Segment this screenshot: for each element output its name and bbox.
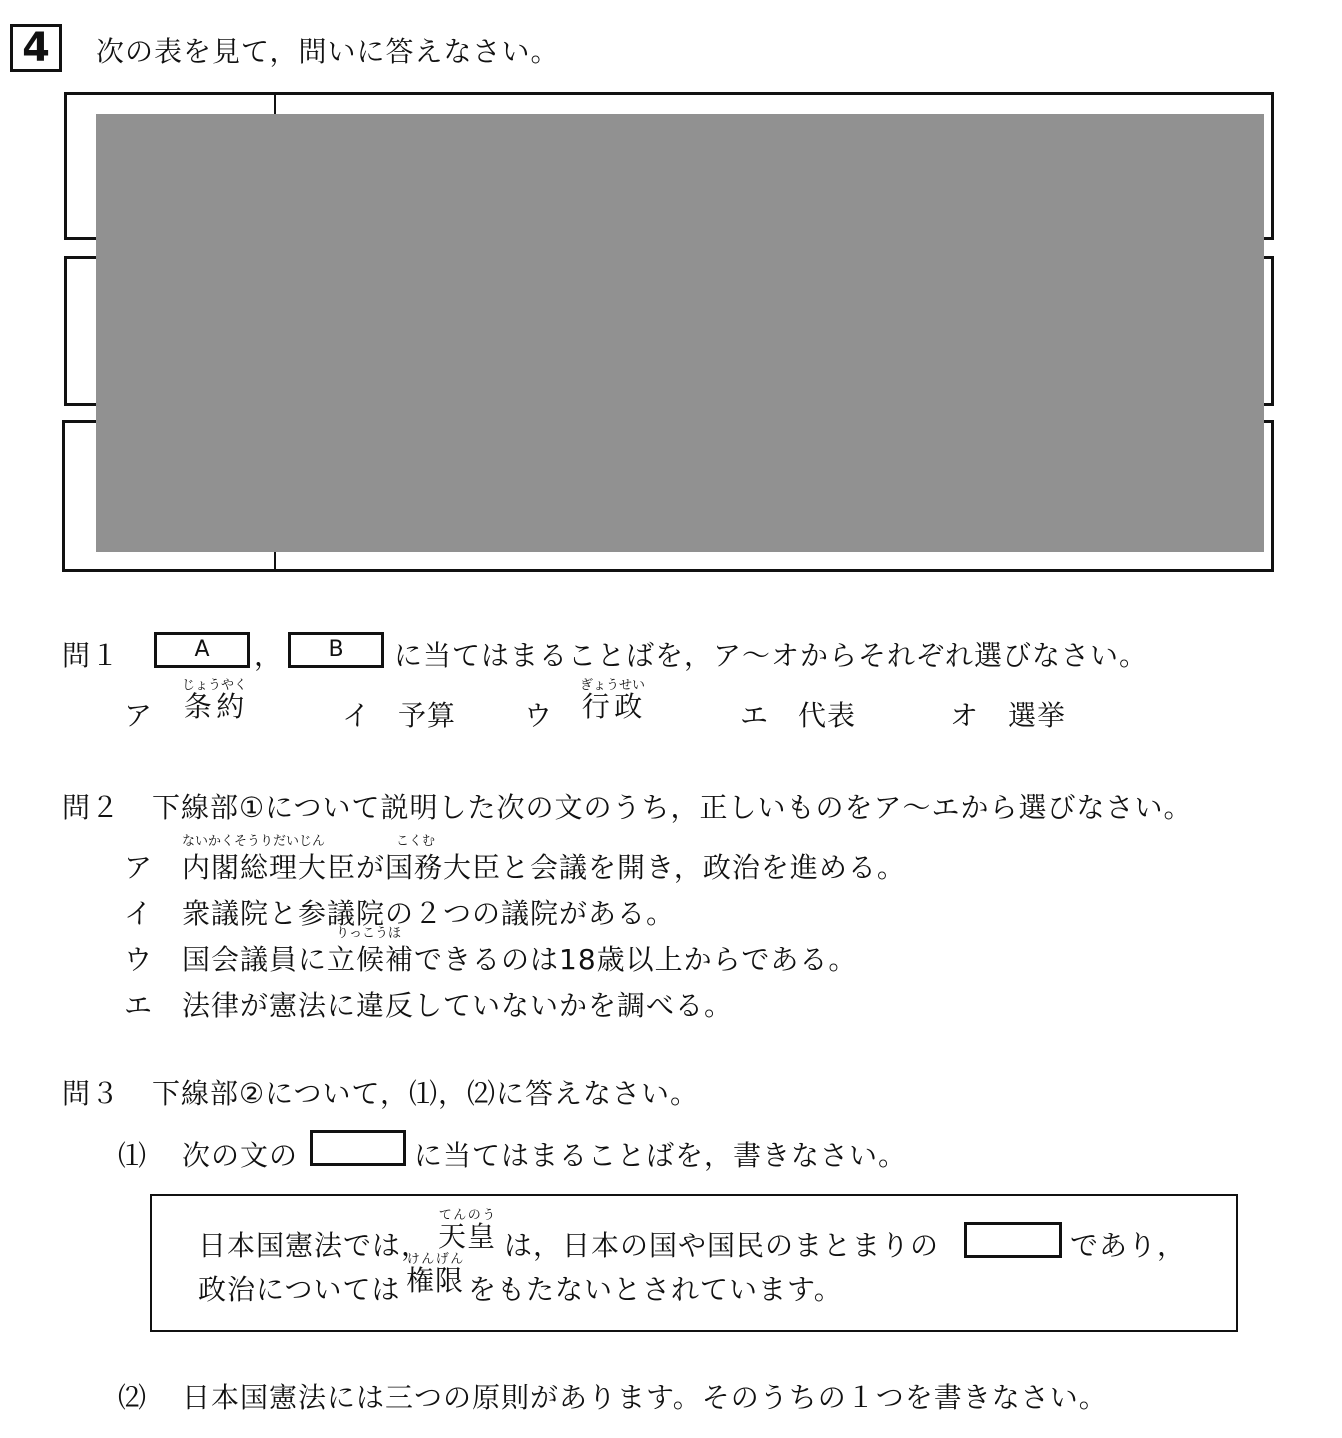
q2-ruby-kokumu: こくむ: [396, 834, 436, 849]
q2-option-d-mark: エ: [124, 989, 154, 1022]
q1-text: に当てはまることばを，ア～オからそれぞれ選びなさい。: [394, 639, 1149, 672]
q1-separator: ，: [254, 639, 284, 672]
quote-line1-a: 日本国憲法では，: [198, 1229, 431, 1262]
q3-label: 問３: [62, 1077, 121, 1110]
q3-sub1-label: ⑴: [118, 1139, 148, 1172]
quote-blank-box: [964, 1222, 1062, 1258]
q3-text: 下線部②について，⑴，⑵に答えなさい。: [152, 1077, 699, 1110]
redacted-table-area: [96, 114, 1264, 552]
q2-option-a: 内閣総理大臣が国務大臣と会議を開き，政治を進める。: [182, 851, 906, 884]
question-intro: 次の表を見て，問いに答えなさい。: [96, 35, 560, 68]
q3-sub2-text: 日本国憲法には三つの原則があります。そのうちの１つを書きなさい。: [182, 1381, 1108, 1414]
question-number-box: [10, 24, 62, 72]
q1-blank-b: [288, 632, 384, 668]
q1-choice-e: 選挙: [1008, 699, 1067, 732]
q2-option-d: 法律が憲法に違反していないかを調べる。: [182, 989, 734, 1022]
sub1-blank-box: [310, 1130, 406, 1166]
q1-choice-e-mark: オ: [950, 699, 980, 732]
q3-sub2-label: ⑵: [118, 1381, 148, 1414]
q1-choice-a-mark: ア: [124, 699, 154, 732]
q2-option-c-mark: ウ: [124, 943, 154, 976]
q2-option-a-mark: ア: [124, 851, 154, 884]
quote-line1-c: であり，: [1070, 1229, 1187, 1262]
q2-option-b: 衆議院と参議院の２つの議院がある。: [182, 897, 676, 930]
q1-choice-b-mark: イ: [342, 699, 372, 732]
quote-line1-b: は，日本の国や国民のまとまりの: [504, 1229, 940, 1262]
q1-choice-c-mark: ウ: [524, 699, 554, 732]
blank-b-box: B: [288, 632, 384, 668]
blank-a-box: A: [154, 632, 250, 668]
quote-kengen: 権限けんげん: [406, 1252, 465, 1297]
q2-ruby-naikaku: ないかくそうりだいじん: [182, 834, 326, 849]
q1-choice-d-mark: エ: [740, 699, 770, 732]
q1-label: 問１: [62, 639, 121, 672]
q2-text: 下線部①について説明した次の文のうち，正しいものをア～エから選びなさい。: [152, 791, 1193, 824]
q1-choice-d: 代表: [798, 699, 857, 732]
q1-choice-b: 予算: [398, 699, 457, 732]
quote-line2-b: をもたないとされています。: [468, 1273, 843, 1306]
quote-tennou: 天皇てんのう: [438, 1208, 497, 1253]
q1-choice-c: 行政ぎょうせい: [580, 678, 646, 723]
q1-choice-a: 条約じょうやく: [182, 678, 248, 723]
q3-sub1-text-before: 次の文の: [182, 1139, 299, 1172]
q3-sub1-blank: [310, 1130, 406, 1166]
q3-sub1-text-after: に当てはまることばを，書きなさい。: [414, 1139, 908, 1172]
q2-label: 問２: [62, 791, 121, 824]
q2-option-c: 国会議員に立候補できるのは18歳以上からである。: [182, 943, 858, 976]
q2-ruby-rikkouho: りっこうほ: [336, 926, 402, 941]
q1-blank-a: [154, 632, 250, 668]
question-number: 4: [22, 25, 50, 71]
quote-blank: [964, 1222, 1062, 1258]
q2-option-b-mark: イ: [124, 897, 154, 930]
quote-line2-a: 政治については: [198, 1273, 401, 1306]
